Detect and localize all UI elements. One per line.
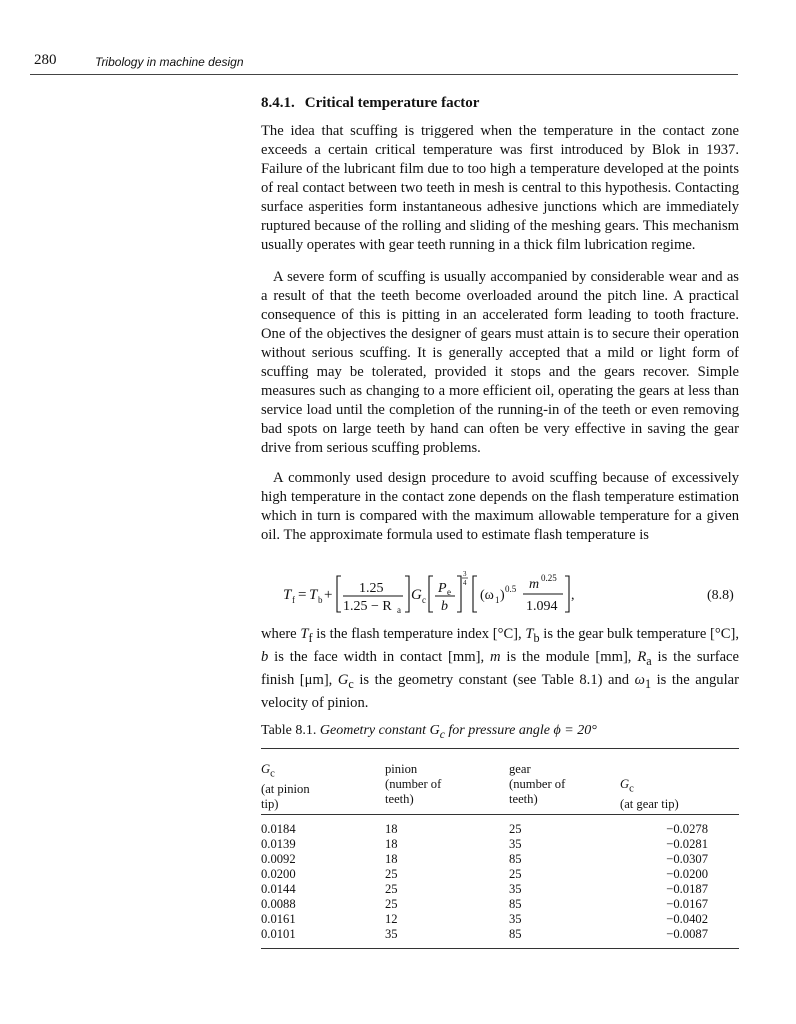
where-text-1: where <box>261 626 301 642</box>
section-title: Critical temperature factor <box>304 95 480 111</box>
gc-gear-cell: −0.0281 <box>666 837 708 851</box>
table-row <box>261 852 739 867</box>
equation-svg <box>261 568 739 618</box>
eq-omega-close: ) <box>500 588 505 603</box>
eq-bracket-3-right <box>565 576 569 612</box>
where-text-4: is the face width in contact [mm], <box>268 648 490 665</box>
gear-teeth-cell: 85 <box>509 897 522 911</box>
gear-teeth-cell: 85 <box>509 852 522 866</box>
gc-gear-cell: −0.0278 <box>666 822 708 836</box>
symbol-ra: R <box>637 648 647 665</box>
gear-teeth-cell: 85 <box>509 927 522 941</box>
equation-8-8 <box>261 568 739 618</box>
pinion-teeth-cell: 18 <box>385 837 398 851</box>
eq-m: m <box>529 577 540 592</box>
where-text-8: is the angular velocity of pinion. <box>261 671 739 711</box>
eq-frac2-num-sub: e <box>447 587 451 597</box>
eq-gc: G <box>411 587 422 603</box>
gc-gear-cell: −0.0200 <box>666 867 708 881</box>
table-row <box>261 837 739 852</box>
eq-tb: T <box>309 587 318 603</box>
where-text-5: is the module [mm], <box>500 648 638 665</box>
eq-frac2-den: b <box>441 599 448 614</box>
where-text-2: is the flash temperature index [°C], <box>312 626 526 642</box>
gc-gear-cell: −0.0187 <box>666 882 708 896</box>
eq-exp-num: 3 <box>463 570 467 578</box>
eq-bracket-2-right <box>457 576 461 612</box>
table-row <box>261 867 739 882</box>
pinion-teeth-cell: 25 <box>385 867 398 881</box>
table-row <box>261 822 739 837</box>
page-number: 280 <box>34 52 57 68</box>
symbol-tb: T <box>525 626 534 642</box>
table-bottom-rule <box>261 948 739 949</box>
header-rule <box>30 74 738 75</box>
symbol-tb-sub: b <box>533 630 540 645</box>
symbol-tf-sub: f <box>308 630 313 645</box>
gear-teeth-cell: 35 <box>509 837 522 851</box>
eq-lhs-sub: f <box>292 595 295 605</box>
table-row <box>261 912 739 927</box>
gc-pinion-cell: 0.0144 <box>261 882 296 896</box>
table-row <box>261 927 739 942</box>
eq-bracket-3-left <box>473 576 477 612</box>
symbol-gc-sub: c <box>348 676 354 691</box>
pinion-teeth-cell: 18 <box>385 852 398 866</box>
gc-pinion-cell: 0.0161 <box>261 912 296 926</box>
eq-omega: (ω <box>480 588 494 603</box>
table-row <box>261 882 739 897</box>
gc-pinion-cell: 0.0092 <box>261 852 296 866</box>
table-header-rule <box>261 814 739 815</box>
gc-gear-cell: −0.0087 <box>666 927 708 941</box>
table-label: Table 8.1. <box>261 723 317 738</box>
gc-gear-cell: −0.0307 <box>666 852 708 866</box>
header-pinion-teeth: pinion (number of teeth) <box>385 762 442 806</box>
symbol-omega-sub: 1 <box>644 676 652 691</box>
eq-plus: + <box>324 587 333 603</box>
eq-frac1-den-sub: a <box>397 605 401 615</box>
pinion-teeth-cell: 25 <box>385 882 398 896</box>
paragraph-1: The idea that scuffing is triggered when the temperature in the contact zone exceeds a certain critical temperature was first introduced by Blok in 1937. Failure of the lubricant film due to too high a temperature developed at the points of real contact between two teeth in mesh is central to this hypothesis. Contacting surface asperities form instantaneous adhesive junctions which are immediately ruptured because of the rolling and sliding of the meshing gears. This mechanism usually operates with gear teeth running in a thick film lubrication regime. <box>261 123 739 253</box>
eq-lhs: T <box>283 587 292 603</box>
where-text-7: is the geometry constant (see Table 8.1) and <box>353 671 635 688</box>
table-caption <box>261 723 597 741</box>
gear-teeth-cell: 35 <box>509 882 522 896</box>
symbol-m: m <box>489 648 501 665</box>
table-row <box>261 897 739 912</box>
equation-number: (8.8) <box>707 588 734 603</box>
symbol-b: b <box>261 648 269 665</box>
eq-gc-sub: c <box>422 595 426 605</box>
gear-teeth-cell: 35 <box>509 912 522 926</box>
symbol-definitions <box>261 625 739 713</box>
running-title: Tribology in machine design <box>95 55 244 69</box>
where-text-3: is the gear bulk temperature [°C], <box>539 626 740 642</box>
gc-pinion-cell: 0.0184 <box>261 822 296 836</box>
gc-pinion-cell: 0.0088 <box>261 897 296 911</box>
eq-equals: = <box>298 587 307 603</box>
eq-frac1-num: 1.25 <box>359 581 384 596</box>
symbol-ra-sub: a <box>646 653 652 668</box>
eq-bracket-1-right <box>405 576 409 612</box>
eq-frac3-den: 1.094 <box>526 599 558 614</box>
paragraph-3: A commonly used design procedure to avoid scuffing because of excessively high temperature in the contact zone depends on the flash temperature estimation which in turn is compared with the maximum allowable temperature for a given oil. The approximate formula used to estimate flash temperature is <box>261 470 739 543</box>
eq-exp-den: 4 <box>463 579 467 587</box>
section-heading <box>261 95 479 112</box>
gc-pinion-cell: 0.0139 <box>261 837 296 851</box>
table-top-rule <box>261 748 739 749</box>
gc-gear-cell: −0.0402 <box>666 912 708 926</box>
eq-omega-exp: 0.5 <box>505 584 517 594</box>
gear-teeth-cell: 25 <box>509 822 522 836</box>
header-gc-pinion: $G_c$ (at pinion tip) <box>261 762 310 811</box>
gear-teeth-cell: 25 <box>509 867 522 881</box>
pinion-teeth-cell: 18 <box>385 822 398 836</box>
eq-omega-sub: 1 <box>495 595 500 605</box>
symbol-tf: T <box>300 626 309 642</box>
gc-pinion-cell: 0.0101 <box>261 927 296 941</box>
symbol-omega: ω <box>634 671 645 688</box>
table-caption-text: Geometry constant $G_c$ for pressure angle ϕ = 20° <box>319 723 597 741</box>
eq-m-exp: 0.25 <box>541 573 557 583</box>
eq-comma: , <box>571 588 575 603</box>
where-text-6: is the surface finish [μm], <box>261 648 739 688</box>
section-number: 8.4.1. <box>261 95 295 111</box>
pinion-teeth-cell: 35 <box>385 927 398 941</box>
eq-bracket-1-left <box>337 576 341 612</box>
pinion-teeth-cell: 12 <box>385 912 398 926</box>
eq-frac2-num: P <box>438 581 447 596</box>
eq-tb-sub: b <box>318 595 323 605</box>
eq-frac1-den: 1.25 − R <box>343 599 392 614</box>
pinion-teeth-cell: 25 <box>385 897 398 911</box>
header-gear-teeth: gear (number of teeth) <box>509 762 566 806</box>
paragraph-2: A severe form of scuffing is usually accompanied by considerable wear and as a result of that the teeth become overloaded around the pitch line. A practical consequence of this is pitting in an accelerated form leading to tooth fracture. One of the objectives the designer of gears must attain is to secure their operation without serious scuffing. It is generally accepted that a mild or light form of scuffing may be tolerated, provided it stops and the gears recover. Simple measures such as changing to a more efficient oil, operating the gears at less than service load until the completion of the running-in of the teeth or even removing bad spots on large teeth by hand can often be very effective in saving the gear drive from serious scuffing problems. <box>261 269 739 456</box>
gc-gear-cell: −0.0167 <box>666 897 708 911</box>
symbol-gc: G <box>337 671 349 688</box>
gc-pinion-cell: 0.0200 <box>261 867 296 881</box>
eq-bracket-2-left <box>429 576 433 612</box>
header-gc-gear: $G_c$ (at gear tip) <box>620 777 679 811</box>
